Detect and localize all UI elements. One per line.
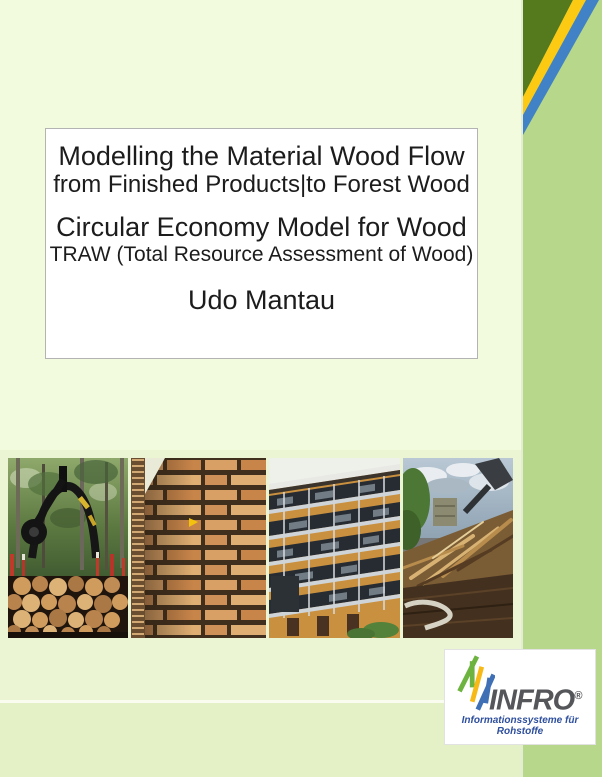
title-line-2: from Finished Products|to Forest Wood bbox=[53, 171, 470, 198]
author-name: Udo Mantau bbox=[187, 285, 336, 315]
diagonal-stripes-decoration bbox=[523, 0, 602, 140]
infro-brand-text bbox=[489, 681, 582, 716]
photo-stacked-sawn-timber bbox=[131, 458, 266, 638]
subtitle-line-2: TRAW (Total Resource Assessment of Wood) bbox=[49, 243, 474, 266]
photo-forestry-crane-loading-logs bbox=[8, 458, 128, 638]
infro-logo-box bbox=[445, 650, 595, 744]
brand-word: INFRO bbox=[489, 685, 575, 717]
infro-logo-row bbox=[451, 654, 589, 716]
infro-tagline: Informationssysteme für Rohstoffe bbox=[461, 715, 579, 737]
title-box bbox=[45, 128, 478, 359]
title-line-1: Modelling the Material Wood Flow bbox=[58, 141, 465, 171]
photo-strip bbox=[8, 458, 514, 638]
registered-trademark-symbol: ® bbox=[574, 690, 583, 703]
photo-demolition-wood-waste bbox=[403, 458, 513, 638]
subtitle-line-1: Circular Economy Model for Wood bbox=[56, 212, 467, 242]
photo-timber-apartment-building bbox=[269, 458, 400, 638]
